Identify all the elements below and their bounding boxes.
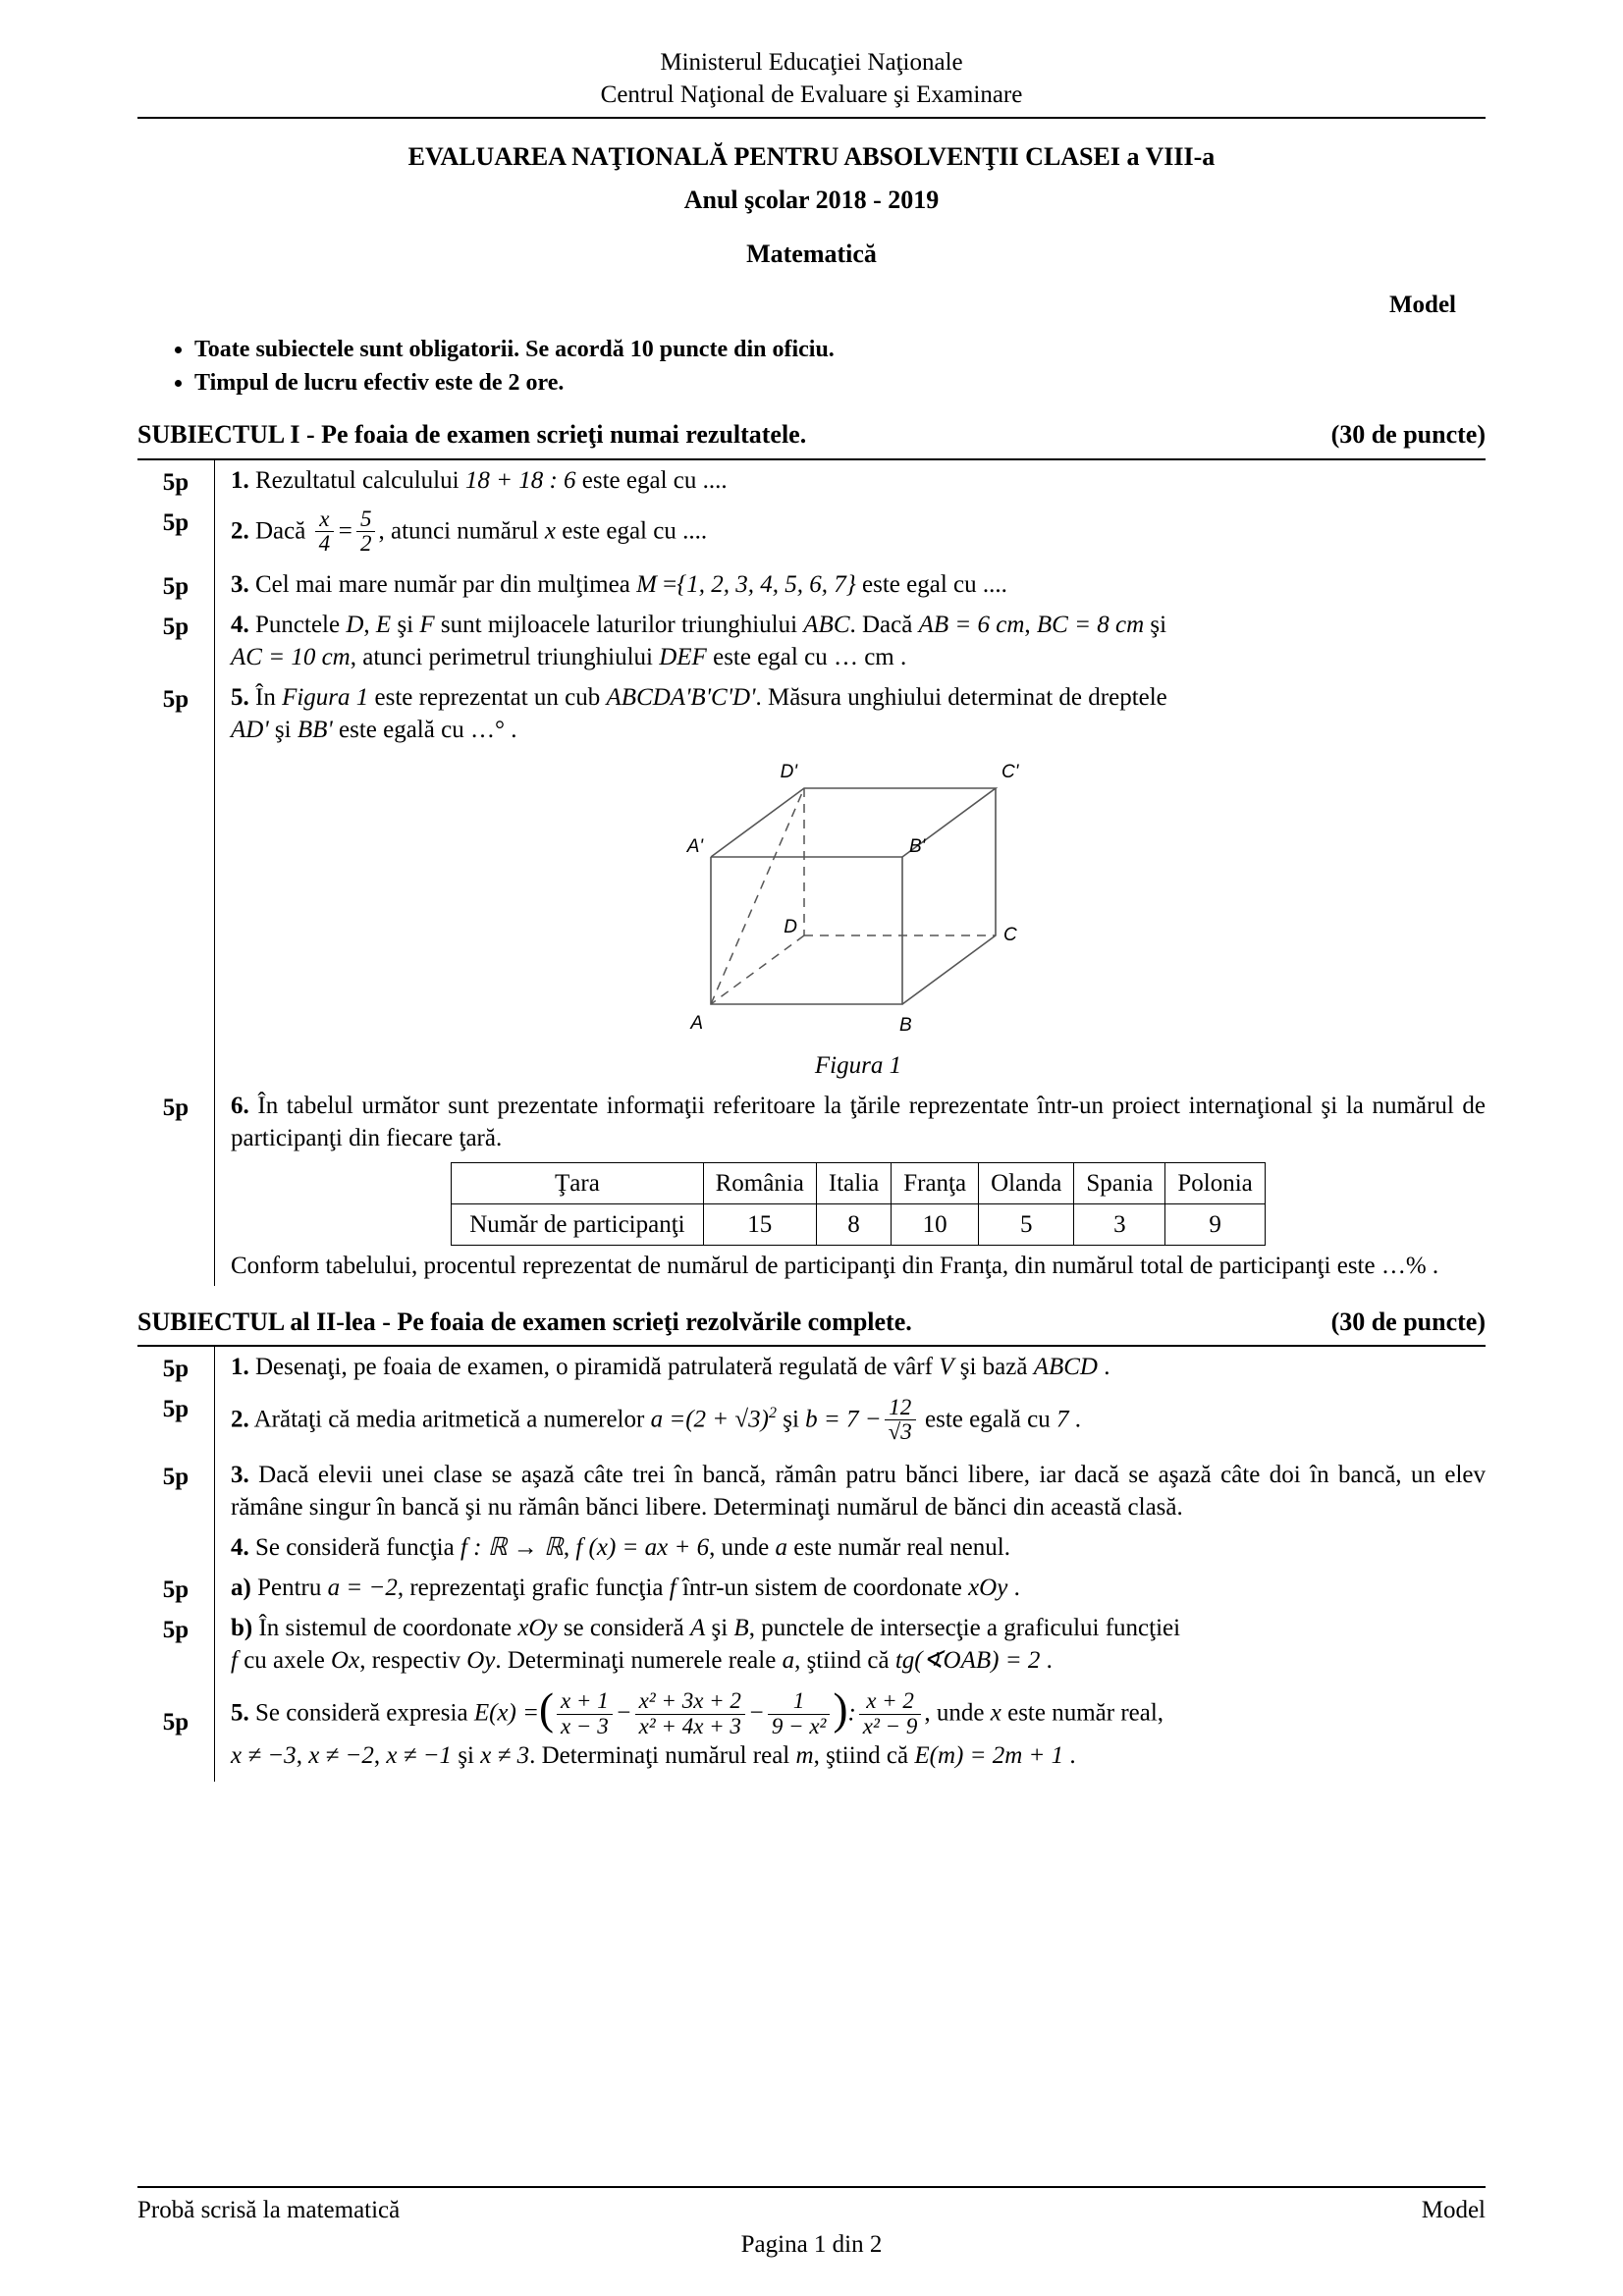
item-t1: Dacă elevii unei clase se aşază câte trei în bancă, rămân patru bănci libere, iar dacă se aşază câte doi în bancă, un elev rămâne singur în bancă şi nu rămân bănci libere. Determinaţi numărul de bănci din această clasă. — [231, 1462, 1487, 1522]
item-text — [231, 605, 1486, 677]
table-cell-value: 15 — [703, 1203, 816, 1245]
item-t7: , ştiind că — [794, 1647, 895, 1675]
variable-m: m — [795, 1741, 814, 1769]
item-t1: În sistemul de coordonate — [258, 1615, 518, 1642]
figure-caption: Figura 1 — [814, 1051, 902, 1079]
subject-1-title: SUBIECTUL I - Pe foaia de examen scrieţi numai rezultatele. — [137, 420, 807, 450]
table-cell-country: Italia — [816, 1162, 891, 1203]
subject-1-items — [137, 460, 1486, 1286]
conj-si: şi — [268, 716, 298, 743]
item-t3: , unde — [709, 1534, 776, 1562]
item-row — [137, 1568, 1486, 1608]
table-cell-country: Olanda — [979, 1162, 1074, 1203]
expr-a-exponent: 2 — [768, 1405, 777, 1422]
cube-top-face — [711, 788, 996, 857]
item-number: b) — [231, 1615, 253, 1642]
item-t3: . Dacă — [849, 611, 919, 638]
footer-row — [137, 2188, 1486, 2226]
item-t1: Se consideră expresia — [255, 1699, 474, 1727]
expr-b-equals: b = 7 − — [805, 1406, 882, 1433]
ministry-line: Ministerul Educaţiei Naţionale — [660, 49, 963, 76]
item-row — [137, 564, 1486, 605]
item-number: 4. — [231, 611, 249, 638]
cube-hidden-edge-DA — [711, 935, 804, 1004]
item-t2: este egală cu — [918, 1406, 1056, 1433]
point-A: A — [689, 1615, 706, 1642]
length-AB: AB = 6 cm — [918, 611, 1025, 638]
conj-si: şi — [776, 1406, 806, 1433]
item-points: 5p — [162, 1576, 189, 1604]
table-cell-value: 8 — [816, 1203, 891, 1245]
table-row — [452, 1203, 1266, 1245]
item-t4: este număr real nenul. — [786, 1534, 1010, 1562]
item-t3: . — [1068, 1406, 1081, 1433]
minus-1: − — [615, 1699, 632, 1727]
item-points: 5p — [162, 508, 189, 536]
item-t2: . — [1097, 1354, 1110, 1381]
item-text: 5. Se consideră expresia E(x) =( $\frac{x + 1}{x - 3}$ − $\frac{\text{x² + 3x + 2}}{\text{x² + 4x + 3}}$ − $\frac{1}{\text{9 − x²}}$ ): $\frac{x + 2}{\text{x² − 9}}$ , unde x este număr real, x ≠ −3, x ≠ −2, x ≠ −1 şi x ≠ 3. Determinaţi numărul real m, ştiind că E(m) = 2m + 1 . — [231, 1683, 1164, 1769]
row-header-country: Ţara — [452, 1162, 703, 1203]
cube-right-face — [902, 788, 996, 1004]
fraction-12-over-sqrt3: $\frac{12}{√3}$ — [885, 1396, 916, 1444]
sep: , — [563, 1534, 576, 1562]
fraction-3: $\frac{1}{\text{9 − x²}}$ — [768, 1689, 831, 1737]
participants-table — [451, 1162, 1266, 1246]
table-cell-value: 10 — [892, 1203, 979, 1245]
item-row — [137, 501, 1486, 564]
item-points: 5p — [162, 1396, 189, 1423]
item-points: 5p — [162, 1617, 189, 1644]
item-text — [231, 501, 1486, 564]
variable-x: x — [544, 516, 556, 544]
item-t2: Conform tabelului, procentul reprezentat de numărul de participanţi din Franţa, din numărul total de participanţi este …% . — [231, 1252, 1439, 1279]
fraction-4: $\frac{x + 2}{\text{x² − 9}}$ — [859, 1689, 922, 1737]
item-t1: Desenaţi, pe foaia de examen, o piramidă patrulateră regulată de vârf — [255, 1354, 940, 1381]
item-number: 3. — [231, 1462, 249, 1489]
parameter-a: a — [782, 1647, 795, 1675]
item-points: 5p — [162, 572, 189, 600]
item-number: 1. — [231, 1354, 249, 1381]
document-header — [137, 47, 1486, 119]
item-row — [137, 1527, 1486, 1568]
item-number: 4. — [231, 1534, 249, 1562]
function-domain: f : ℝ → ℝ — [460, 1534, 564, 1562]
subject-1-points: (30 de puncte) — [1330, 420, 1486, 450]
equation-condition: E(m) = 2m + 1 — [914, 1741, 1064, 1769]
expr-a-equals: a = — [650, 1406, 686, 1433]
header-divider — [137, 117, 1486, 119]
item-t3: este număr real, — [1001, 1699, 1164, 1727]
point-B: B — [733, 1615, 749, 1642]
expr-a-value: (2 + √3) — [685, 1406, 769, 1433]
item-t1: Rezultatul calculului — [255, 466, 465, 494]
subject-2-items — [137, 1347, 1486, 1782]
item-expression: 18 + 18 : 6 — [464, 466, 576, 494]
subject-2-header — [137, 1306, 1486, 1339]
item-number: 5. — [231, 683, 249, 711]
item-t2: este egal cu .... — [855, 570, 1007, 598]
cube-front-face — [711, 857, 902, 1004]
item-rule — [214, 460, 215, 501]
item-rule — [214, 1347, 215, 1387]
result-value: 7 — [1055, 1406, 1069, 1433]
item-row — [137, 1681, 1486, 1781]
item-t8: . — [1040, 1647, 1053, 1675]
note-item: • Timpul de lucru efectiv este de 2 ore. — [194, 368, 1486, 400]
conj-si: şi bază — [953, 1354, 1034, 1381]
item-text — [231, 460, 1486, 501]
item-t3: într-un sistem de coordonate — [676, 1575, 969, 1602]
figure-reference: Figura 1 — [282, 683, 369, 711]
item-t5: , ştiind că — [813, 1741, 915, 1769]
item-t5: , respectiv — [359, 1647, 467, 1675]
item-t1: În tabelul următor sunt prezentate informaţii referitoare la ţările reprezentate într-un proiect internaţional şi la numărul de participanţi din fiecare ţară. — [231, 1092, 1487, 1151]
item-t6: . Determinaţi numerele reale — [495, 1647, 783, 1675]
subject-2-points: (30 de puncte) — [1330, 1307, 1486, 1336]
item-t1: Pentru — [257, 1575, 328, 1602]
table-cell-value: 5 — [979, 1203, 1074, 1245]
item-text — [231, 1527, 1486, 1568]
fraction-5-over-2: $\frac{5}{2}$ — [356, 507, 376, 556]
conj-si: şi — [391, 611, 420, 638]
divide-sign: : — [847, 1699, 856, 1727]
set-variable-M: M — [636, 570, 657, 598]
subject-1-header — [137, 418, 1486, 452]
fraction-1: $\frac{x + 1}{x - 3}$ — [557, 1689, 613, 1737]
label-C: C — [1003, 924, 1017, 945]
school-year: Anul şcolar 2018 - 2019 — [683, 186, 940, 215]
item-row — [137, 460, 1486, 501]
item-points: 5p — [162, 1464, 189, 1491]
item-t4: este egală cu …° . — [332, 716, 517, 743]
function-f: f — [669, 1575, 676, 1602]
item-rule — [214, 1455, 215, 1527]
item-t3: . Măsura unghiului determinat de dreptele — [755, 683, 1167, 711]
conj-si: şi — [705, 1615, 734, 1642]
model-label: Model — [1388, 291, 1456, 318]
condition-3: x ≠ −1 — [386, 1741, 453, 1769]
minus-2: − — [747, 1699, 765, 1727]
tangent-condition: tg(∢OAB) = 2 — [894, 1647, 1041, 1675]
item-t4: . Determinaţi numărul real — [529, 1741, 796, 1769]
table-cell-country: Polonia — [1165, 1162, 1265, 1203]
coordinate-system: xOy — [968, 1575, 1008, 1602]
item-text — [231, 1347, 1486, 1387]
item-t6: . — [1063, 1741, 1076, 1769]
item-t6: , atunci perimetrul triunghiului — [350, 643, 660, 670]
item-row — [137, 1455, 1486, 1527]
item-number: a) — [231, 1575, 251, 1602]
item-number: 1. — [231, 466, 249, 494]
item-rule — [214, 1608, 215, 1681]
cube-diagonal-ADprime — [711, 788, 804, 1004]
vertex-V: V — [939, 1354, 954, 1381]
subject-name: Matematică — [746, 239, 877, 268]
close-paren: ) — [833, 1683, 848, 1734]
open-paren: ( — [538, 1683, 554, 1734]
page-footer — [137, 2186, 1486, 2261]
item-points: 5p — [162, 468, 189, 496]
line-ADprime: AD' — [231, 716, 269, 743]
item-points: 5p — [162, 1094, 189, 1121]
item-t1: Cel mai mare număr par din mulţimea — [255, 570, 637, 598]
item-t2: , atunci numărul — [378, 516, 545, 544]
item-row — [137, 1086, 1486, 1286]
expression-E: E(x) = — [473, 1699, 539, 1727]
item-text — [231, 1086, 1486, 1286]
item-text — [231, 677, 1486, 1086]
base-ABCD: ABCD — [1033, 1354, 1098, 1381]
fraction-x-over-4: $\frac{x}{4}$ — [315, 507, 335, 556]
table-cell-country: Spania — [1074, 1162, 1165, 1203]
item-rule — [214, 1568, 215, 1608]
item-points: 5p — [162, 1356, 189, 1383]
set-equals: = — [663, 570, 677, 598]
label-Bprime: B' — [909, 835, 926, 857]
item-t1: În — [255, 683, 283, 711]
table-cell-value: 9 — [1165, 1203, 1265, 1245]
item-number: 6. — [231, 1092, 249, 1119]
conj-si: şi — [452, 1741, 481, 1769]
length-BC: BC = 8 cm — [1036, 611, 1145, 638]
item-rule — [214, 1681, 215, 1781]
cube-svg — [652, 754, 1064, 1039]
label-Aprime: A' — [686, 835, 703, 857]
label-A: A — [690, 1012, 703, 1034]
condition-1: x ≠ −3 — [231, 1741, 297, 1769]
table-cell-value: 3 — [1074, 1203, 1165, 1245]
sep2: , — [1024, 611, 1037, 638]
function-definition: f (x) = ax + 6 — [575, 1534, 710, 1562]
footer-left: Probă scrisă la matematică — [137, 2197, 401, 2223]
table-cell-country: România — [703, 1162, 816, 1203]
item-t2: sunt mijloacele laturilor triunghiului — [434, 611, 804, 638]
condition-2: x ≠ −2 — [308, 1741, 374, 1769]
function-f: f — [231, 1647, 238, 1675]
line-BBprime: BB' — [297, 716, 333, 743]
label-Dprime: D' — [780, 761, 797, 782]
item-text — [231, 1608, 1486, 1681]
label-D: D — [784, 916, 797, 937]
triangle-DEF: DEF — [659, 643, 707, 670]
exam-notes — [137, 335, 1486, 399]
item-rule — [214, 1387, 215, 1455]
cube-name: ABCDA'B'C'D' — [606, 683, 756, 711]
subject-2-title: SUBIECTUL al II-lea - Pe foaia de examen scrieţi rezolvările complete. — [137, 1307, 912, 1336]
item-points: 5p — [162, 685, 189, 713]
set-value: {1, 2, 3, 4, 5, 6, 7} — [676, 570, 856, 598]
parameter-a: a — [775, 1534, 787, 1562]
exam-title: EVALUAREA NAŢIONALĂ PENTRU ABSOLVENŢII CLASEI a VIII-a — [407, 142, 1216, 171]
point-D: D — [346, 611, 364, 638]
cube-figure — [231, 754, 1486, 1082]
variable-x: x — [990, 1699, 1001, 1727]
item-number: 2. — [231, 516, 249, 544]
axis-Ox: Ox — [331, 1647, 360, 1675]
fraction-2: $\frac{\text{x² + 3x + 2}}{\text{x² + 4x + 3}}$ — [635, 1689, 745, 1737]
coordinate-system: xOy — [517, 1615, 558, 1642]
item-t1: Se consideră funcţia — [255, 1534, 460, 1562]
item-text — [231, 1387, 1486, 1455]
item-t2: , unde — [924, 1699, 991, 1727]
label-B: B — [899, 1014, 912, 1036]
item-rule — [214, 1086, 215, 1286]
item-row — [137, 1347, 1486, 1387]
condition-4: x ≠ 3 — [480, 1741, 530, 1769]
item-rule — [214, 605, 215, 677]
condition-a: a = −2 — [327, 1575, 398, 1602]
item-t3: , punctele de intersecţie a graficului funcţiei — [748, 1615, 1181, 1642]
item-rule — [214, 677, 215, 1086]
item-number: 2. — [231, 1406, 249, 1433]
item-t4: cu axele — [237, 1647, 332, 1675]
item-rule — [214, 564, 215, 605]
item-points: 5p — [162, 613, 189, 640]
page-number: Pagina 1 din 2 — [740, 2231, 883, 2258]
label-Cprime: C' — [1001, 761, 1019, 782]
item-text — [231, 564, 1486, 605]
point-F: F — [419, 611, 435, 638]
item-t3: este egal cu .... — [555, 516, 708, 544]
length-AC: AC = 10 cm — [231, 643, 351, 670]
item-rule — [214, 1527, 215, 1568]
item-t1: Dacă — [255, 516, 312, 544]
item-t2: este reprezentat un cub — [368, 683, 607, 711]
item-points — [137, 1527, 214, 1533]
item-t1: Arătaţi că media aritmetică a numerelor — [253, 1406, 651, 1433]
conj-si-2: şi — [1144, 611, 1167, 638]
axis-Oy: Oy — [466, 1647, 496, 1675]
item-number: 5. — [231, 1699, 249, 1727]
equals-sign: = — [337, 516, 353, 544]
item-t2: este egal cu .... — [575, 466, 728, 494]
item-rule — [214, 501, 215, 564]
sep: , — [363, 611, 376, 638]
item-text — [231, 1455, 1486, 1527]
table-row — [452, 1162, 1266, 1203]
item-points: 5p — [162, 1709, 189, 1736]
footer-right: Model — [1421, 2197, 1486, 2223]
note-item: • Toate subiectele sunt obligatorii. Se acordă 10 puncte din oficiu. — [194, 335, 1486, 366]
item-t2: , reprezentaţi grafic funcţia — [397, 1575, 670, 1602]
point-E: E — [375, 611, 392, 638]
item-number: 3. — [231, 570, 249, 598]
item-row — [137, 677, 1486, 1086]
item-t4: . — [1007, 1575, 1020, 1602]
item-t2: se consideră — [557, 1615, 690, 1642]
item-row — [137, 1608, 1486, 1681]
item-t1: Punctele — [255, 611, 347, 638]
table-cell-country: Franţa — [892, 1162, 979, 1203]
item-text — [231, 1568, 1486, 1608]
item-row — [137, 605, 1486, 677]
row-header-participants: Număr de participanţi — [452, 1203, 703, 1245]
item-t7: este egal cu … cm . — [706, 643, 907, 670]
item-row — [137, 1387, 1486, 1455]
triangle-ABC: ABC — [803, 611, 850, 638]
center-line: Centrul Naţional de Evaluare şi Examinare — [600, 80, 1023, 108]
